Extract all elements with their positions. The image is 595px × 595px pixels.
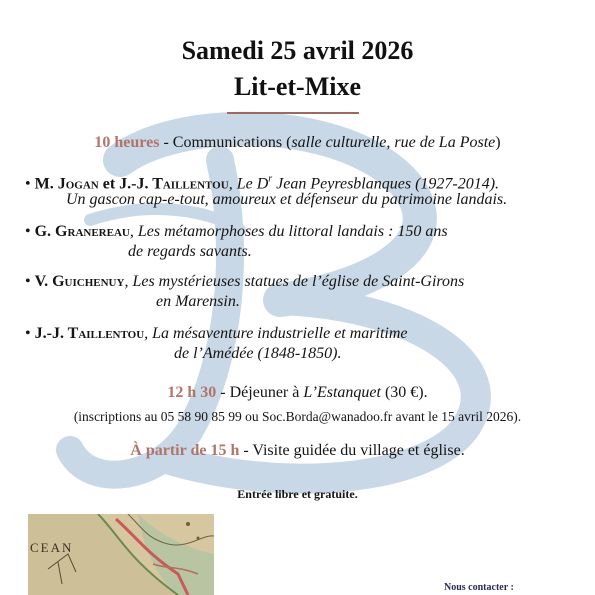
talk-1-speaker-b: J.-J. Taillentou (119, 175, 229, 193)
talk-4-line-2: de l’Amédée (1848-1850). (174, 345, 342, 362)
talk-2-line-1: • G. Granereau, Les métamorphoses du littoral landais : 150 ans (25, 223, 448, 240)
borda-monogram-watermark (30, 100, 550, 500)
title-divider (227, 112, 359, 114)
lunch-venue: L’Estanquet (303, 384, 381, 401)
free-entry-note: Entrée libre et gratuite. (237, 487, 358, 501)
talk-1-line-2: Un gascon cap-e-tout, amoureux et défenseur du patrimoine landais. (66, 191, 508, 208)
morning-location: salle culturelle, rue de La Poste (291, 134, 496, 151)
morning-time: 10 heures (94, 134, 160, 151)
lunch-time: 12 h 30 (167, 384, 217, 401)
talk-4-speaker: J.-J. Taillentou (34, 325, 145, 342)
talk-1-line-1: • M. Jogan et J.-J. Taillentou, Le $D^r$ Jean Peyresblanques (1927-2014). (25, 174, 500, 193)
lunch-line: 12 h 30 - Déjeuner à L’Estanquet (30 €). (167, 384, 428, 401)
registration-note: (inscriptions au 05 58 90 85 99 ou Soc.Borda@wanadoo.fr avant le 15 avril 2026). (73, 409, 522, 424)
event-place: Lit-et-Mixe (233, 72, 362, 101)
morning-line: 10 heures - Communications (salle culturelle, rue de La Poste) (94, 134, 501, 151)
talk-3-line-2: en Marensin. (156, 293, 240, 310)
talk-3-speaker: V. Guichenuy (34, 273, 125, 290)
map-label: CEAN (30, 540, 74, 555)
talk-2-speaker: G. Granereau (34, 223, 130, 240)
talk-2-line-2: de regards savants. (128, 243, 252, 260)
talk-3-line-1: • V. Guichenuy, Les mystérieuses statues de l’église de Saint-Girons (25, 273, 465, 290)
talk-1-speaker-a: M. Jogan (34, 175, 99, 193)
antique-map-image (28, 514, 214, 595)
event-date: Samedi 25 avril 2026 (181, 36, 414, 65)
afternoon-line: À partir de 15 h - Visite guidée du village et église. (130, 442, 465, 459)
contact-label: Nous contacter : (444, 582, 514, 593)
afternoon-time: À partir de 15 h (130, 442, 240, 459)
talk-4-line-1: • J.-J. Taillentou, La mésaventure industrielle et maritime (25, 325, 408, 342)
